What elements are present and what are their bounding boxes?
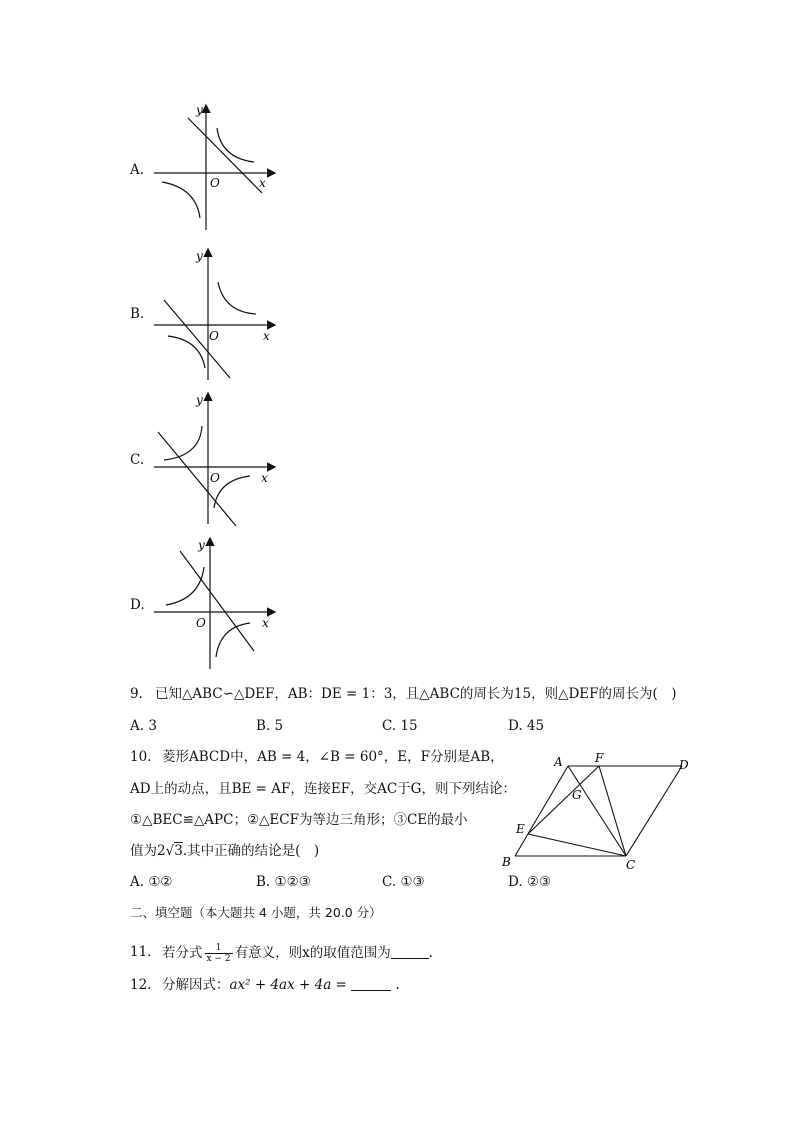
q11-fraction-denominator: x − 2: [206, 954, 231, 964]
q10-line4-pre: 值为2: [130, 843, 166, 859]
y-axis-label: y: [196, 249, 203, 263]
hyperbola-branch-q3: [162, 182, 200, 218]
x-axis-label: x: [259, 176, 266, 190]
q10-line1: 菱形ABCD中，AB = 4，∠B = 60°，E，F分别是AB，: [162, 749, 504, 765]
q11-fraction: [205, 943, 233, 964]
q10-line4: [130, 842, 319, 860]
segment-ef: [528, 766, 599, 834]
origin-label: O: [210, 176, 220, 190]
segment-dc: [626, 766, 682, 856]
q9-number: 9.: [130, 686, 143, 702]
segment-fc: [599, 766, 626, 856]
q10-number: 10.: [130, 749, 152, 765]
section-heading-fill-blank: 二、填空题（本大题共 4 小题，共 20.0 分）: [130, 905, 382, 920]
x-axis-label: x: [263, 329, 270, 343]
option-b-label: B.: [130, 306, 145, 322]
linear-function-line: [158, 432, 236, 526]
sqrt-symbol: √: [165, 843, 175, 859]
q10-option-d: D. ②③: [508, 874, 552, 890]
rhombus-figure: [495, 748, 705, 876]
q9-option-a: A. 3: [130, 718, 157, 734]
linear-function-line: [180, 551, 254, 651]
q11-end: .: [428, 945, 433, 961]
diagonal-ac: [568, 766, 626, 856]
q11-answer-blank[interactable]: [391, 944, 429, 959]
q9-option-d: D. 45: [508, 718, 545, 734]
q12-text: [162, 976, 400, 994]
segment-ab: [515, 766, 568, 856]
q11-number: 11.: [130, 944, 152, 960]
q11-fraction-numerator: 1: [205, 943, 233, 954]
origin-label: O: [210, 471, 220, 485]
hyperbola-branch-q1: [218, 282, 256, 314]
linear-function-line: [164, 300, 230, 378]
y-axis-label: y: [196, 393, 203, 407]
linear-function-line: [188, 118, 262, 193]
point-g-label: G: [572, 788, 582, 802]
option-a-label: A.: [130, 162, 145, 178]
graph-a: [150, 100, 280, 235]
q12-pre: 分解因式：: [162, 977, 230, 993]
point-f-label: F: [595, 751, 604, 765]
point-d-label: D: [679, 758, 689, 772]
graph-d: [150, 533, 280, 673]
q10-option-c: C. ①③: [382, 874, 425, 890]
q9-option-b: B. 5: [256, 718, 284, 734]
point-b-label: B: [502, 855, 511, 869]
option-d-label: D.: [130, 597, 145, 613]
q10-line3: ①△BEC≌△APC；②△ECF为等边三角形；③CE的最小: [130, 812, 468, 828]
q11-text: [162, 943, 433, 964]
segment-ec: [528, 834, 626, 856]
hyperbola-branch-q2: [164, 426, 202, 460]
q10-option-b: B. ①②③: [256, 874, 311, 890]
origin-label: O: [196, 616, 206, 630]
x-axis-label: x: [262, 616, 269, 630]
hyperbola-branch-q4: [216, 623, 250, 657]
y-axis-label: y: [198, 538, 205, 552]
q9-text: 已知△ABC∽△DEF，AB：DE = 1：3，且△ABC的周长为15，则△DEF的周长为( ): [155, 686, 677, 702]
q10-line2: AD上的动点，且BE = AF，连接EF，交AC于G，则下列结论：: [130, 781, 516, 797]
q11-pre: 若分式: [162, 945, 203, 961]
q12-end: .: [395, 977, 400, 993]
hyperbola-branch-q2: [166, 567, 204, 605]
q10-line4-post: .其中正确的结论是( ): [182, 843, 320, 859]
graph-b: [150, 244, 280, 384]
q10-radicand: 3: [174, 843, 183, 859]
y-axis-label: y: [196, 103, 203, 117]
point-e-label: E: [516, 822, 525, 836]
point-c-label: C: [626, 858, 636, 872]
point-a-label: A: [554, 755, 563, 769]
q9-option-c: C. 15: [382, 718, 418, 734]
q11-post: 有意义，则x的取值范围为: [234, 945, 391, 961]
hyperbola-branch-q3: [168, 336, 205, 368]
hyperbola-branch-q1: [217, 128, 254, 162]
q10-option-a: A. ①②: [130, 874, 173, 890]
graph-c: [150, 388, 280, 528]
x-axis-label: x: [261, 471, 268, 485]
q12-expression: ax² + 4ax + 4a =: [229, 977, 347, 993]
q12-number: 12.: [130, 977, 152, 993]
q12-answer-blank[interactable]: [351, 976, 391, 991]
origin-label: O: [209, 329, 219, 343]
option-c-label: C.: [130, 452, 145, 468]
